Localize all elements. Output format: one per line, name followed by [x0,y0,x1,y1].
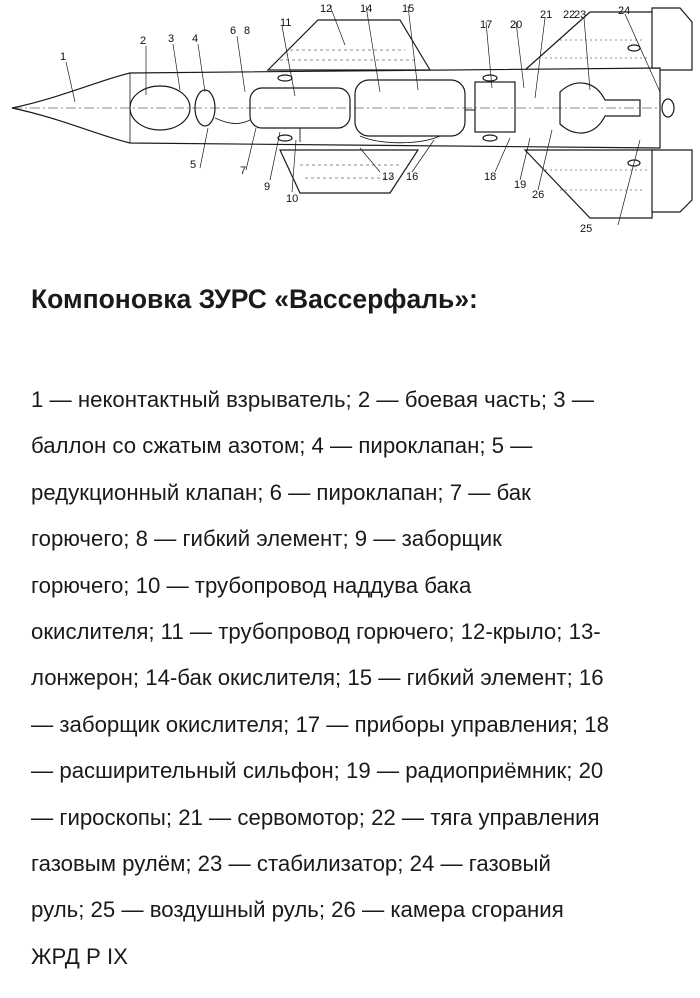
callout-17: 17 [480,19,493,31]
air-rudder-lower [652,150,692,212]
callout-6: 6 [230,25,237,37]
caption-line: горючего; 8 — гибкий элемент; 9 — заборщик [31,526,502,552]
callout-7: 7 [240,165,247,177]
callout-4: 4 [192,33,199,45]
callout-8: 8 [244,25,251,37]
callout-12: 12 [320,3,333,15]
caption-line: баллон со сжатым азотом; 4 — пироклапан; 5 — [31,433,533,459]
air-rudder-upper [652,8,692,70]
caption-line: окислителя; 11 — трубопровод горючего; 12-крыло; 13- [31,619,601,645]
caption-line: ЖРД Р IX [31,943,128,969]
missile-drawing [12,8,692,218]
callout-2: 2 [140,35,147,47]
caption-line: горючего; 10 — трубопровод наддува бака [31,572,472,598]
page-title: Компоновка ЗУРС «Вассерфаль»: [31,284,478,314]
callout-25: 25 [580,223,593,235]
callout-3: 3 [168,33,175,45]
callout-20: 20 [510,19,523,31]
callout-19: 19 [514,179,527,191]
callout-9: 9 [264,181,271,193]
callout-18: 18 [484,171,497,183]
caption-line: — гироскопы; 21 — сервомотор; 22 — тяга управления [31,804,600,830]
caption-line: лонжерон; 14-бак окислителя; 15 — гибкий элемент; 16 [31,665,604,691]
caption-line: руль; 25 — воздушный руль; 26 — камера сгорания [31,897,564,923]
callout-10: 10 [286,193,299,205]
callout-13: 13 [382,171,395,183]
callout-26: 26 [532,189,545,201]
callout-1: 1 [60,51,67,63]
callout-14: 14 [360,3,373,15]
upper-wing [268,20,430,70]
callout-24: 24 [618,5,631,17]
callout-5: 5 [190,159,197,171]
callout-11: 11 [280,17,292,29]
callout-23: 23 [574,9,587,21]
caption-line: редукционный клапан; 6 — пироклапан; 7 — бак [31,479,531,505]
legend-caption [31,377,671,980]
callout-22: 22 [563,9,576,21]
caption-line: — расширительный сильфон; 19 — радиоприёмник; 20 [31,758,604,784]
caption-line: — заборщик окислителя; 17 — приборы управления; 18 [31,711,609,737]
callout-21: 21 [540,9,553,21]
missile-layout-diagram [0,0,700,250]
caption-line: 1 — неконтактный взрыватель; 2 — боевая часть; 3 — [31,387,594,412]
caption-line: газовым рулём; 23 — стабилизатор; 24 — газовый [31,851,551,877]
lower-wing [280,150,418,193]
callout-15: 15 [402,3,415,15]
callout-16: 16 [406,171,419,183]
